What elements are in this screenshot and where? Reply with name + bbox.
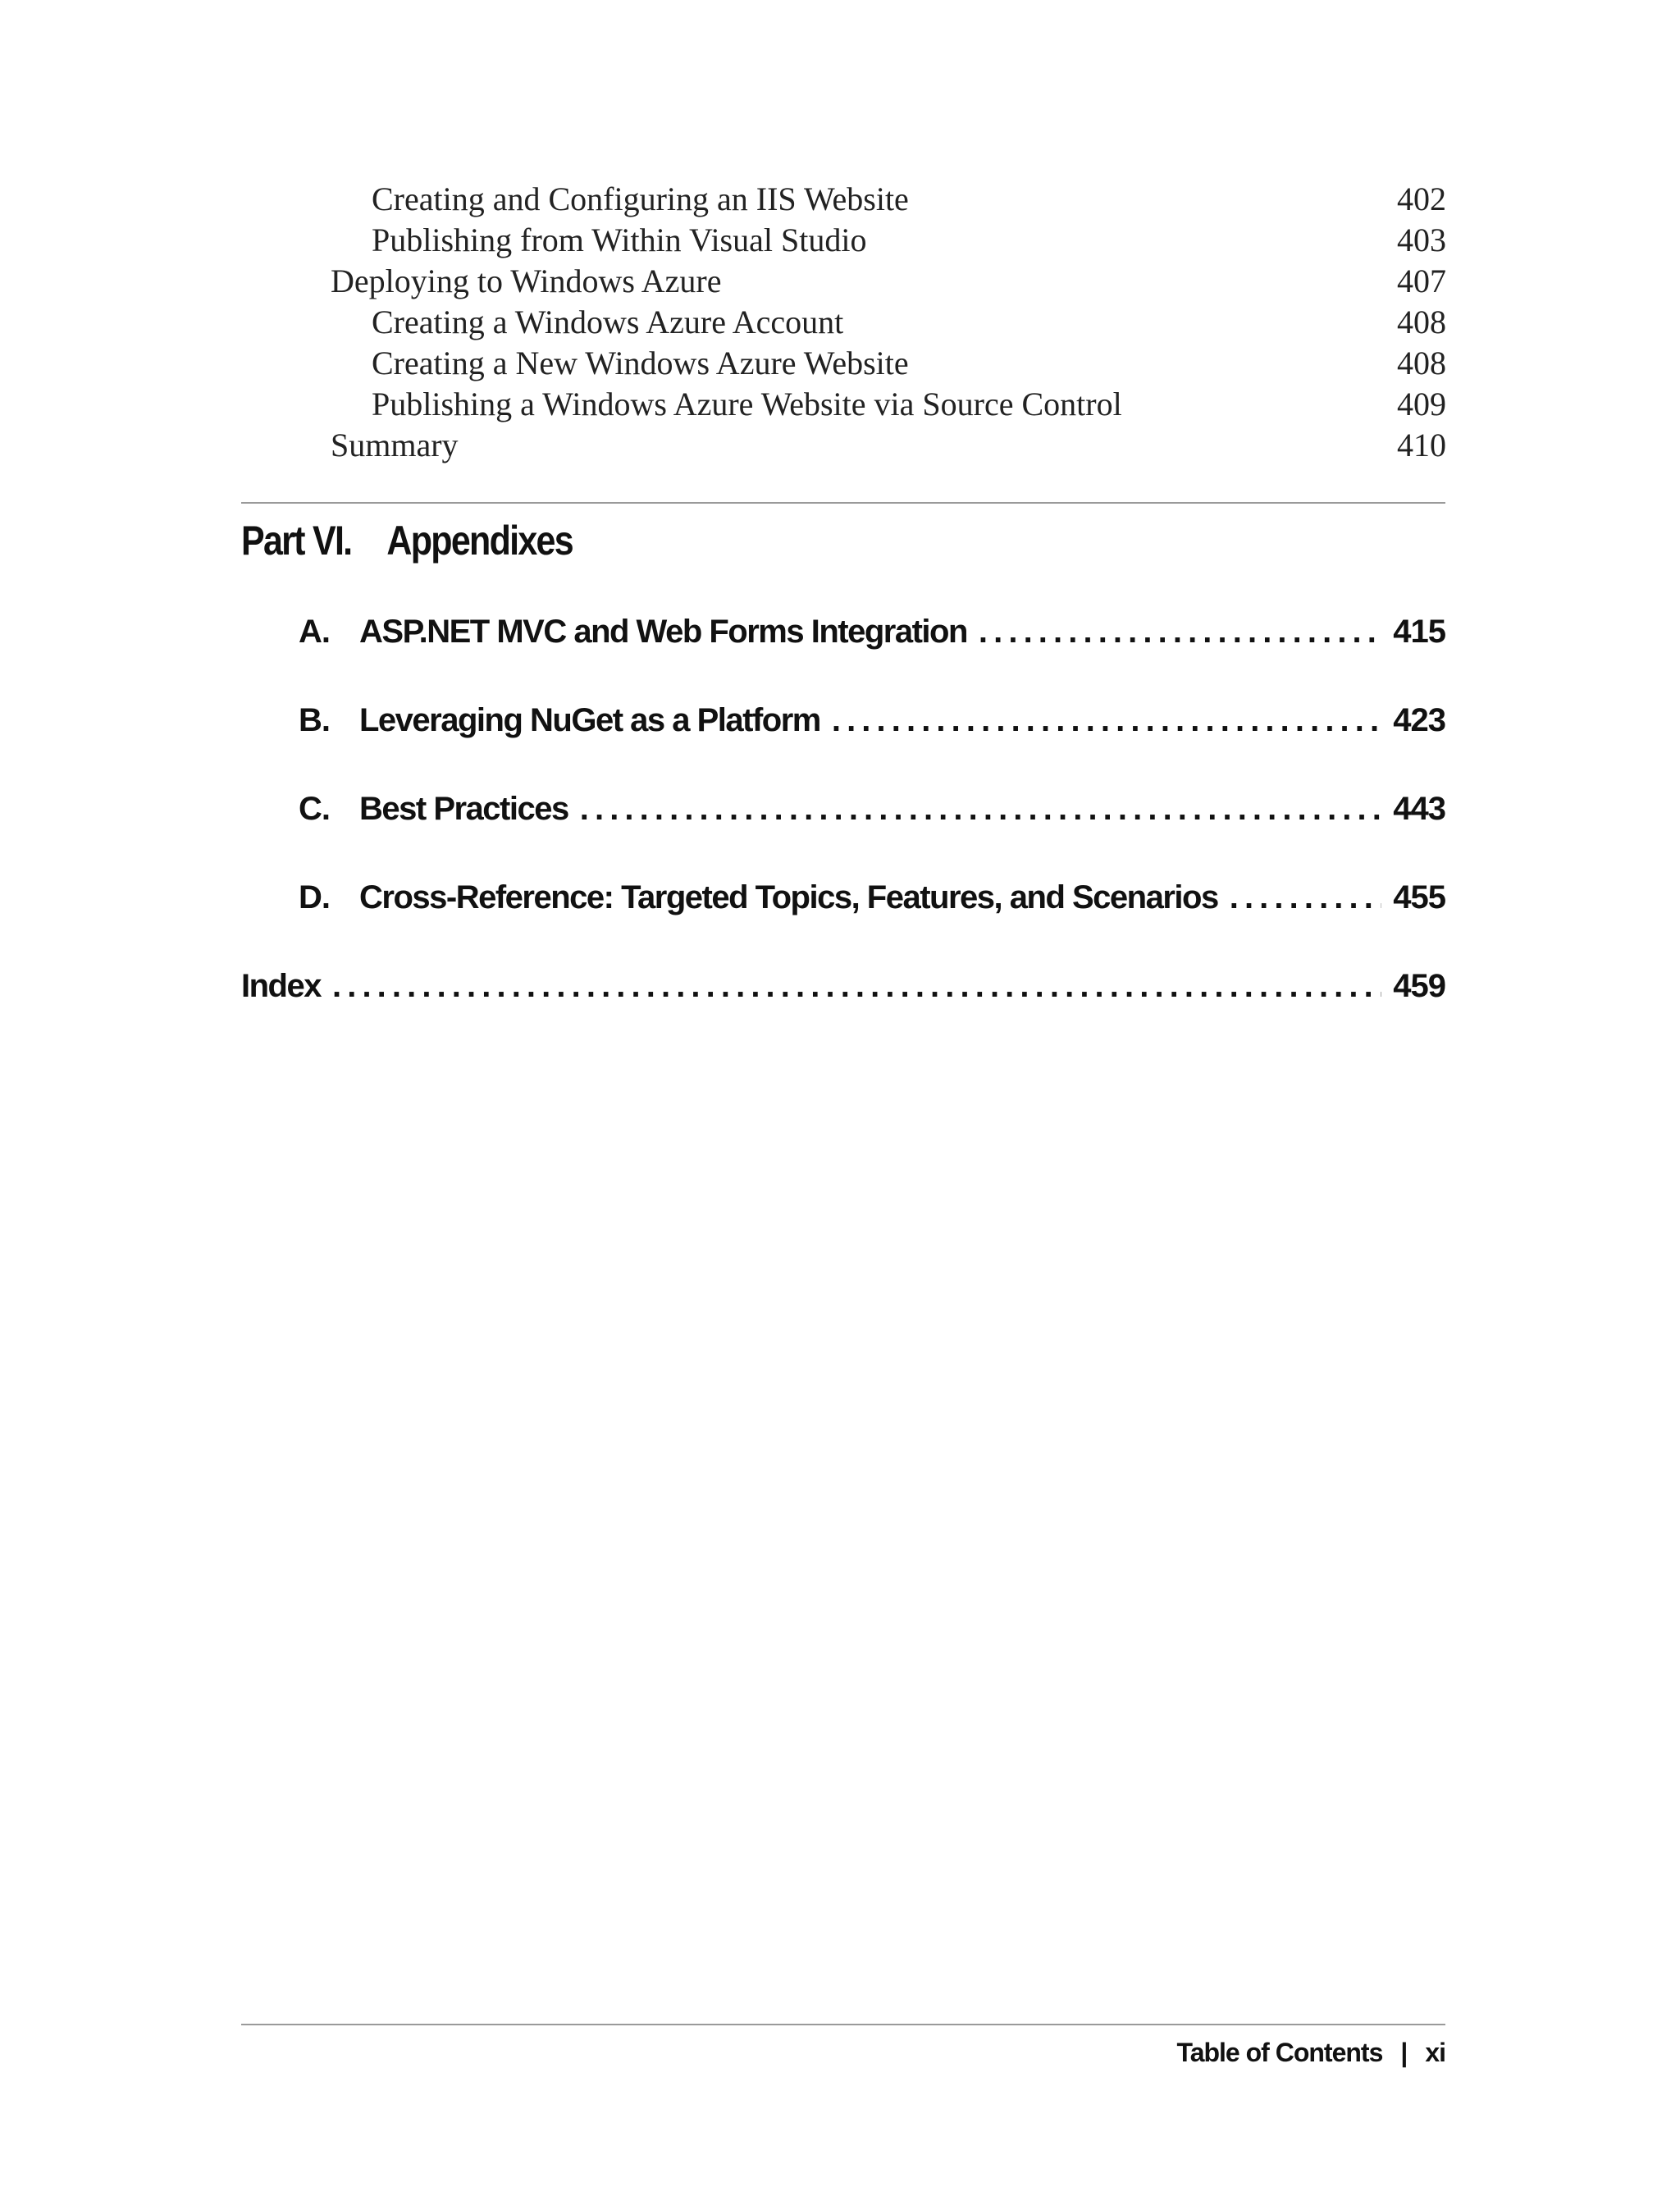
dot-leader <box>1230 879 1382 916</box>
dot-leader <box>832 702 1381 739</box>
toc-entry[interactable] <box>331 425 1446 466</box>
dot-leader <box>979 614 1381 651</box>
footer-page-number: xi <box>1425 2038 1445 2067</box>
toc-entry[interactable] <box>331 261 1446 302</box>
appendix-title: Best Practices <box>359 791 568 827</box>
toc-entry-page: 402 <box>1397 180 1446 217</box>
index-page: 459 <box>1393 968 1445 1004</box>
section-divider <box>241 502 1445 504</box>
toc-entry-page: 403 <box>1397 221 1446 258</box>
toc-appendix-entry[interactable] <box>241 791 1445 835</box>
footer-separator: | <box>1400 2038 1408 2067</box>
part-label: Part VI. <box>241 518 352 564</box>
toc-entry-page: 408 <box>1397 304 1446 340</box>
toc-entry-title: Publishing from Within Visual Studio <box>372 221 867 258</box>
toc-entry-title: Deploying to Windows Azure <box>331 262 722 299</box>
appendix-letter: D. <box>299 879 330 915</box>
toc-chapter-entries <box>331 179 1446 466</box>
appendix-page: 443 <box>1393 791 1445 827</box>
toc-appendix-entry[interactable] <box>241 879 1445 924</box>
part-title: Appendixes <box>386 518 573 564</box>
appendix-title: ASP.NET MVC and Web Forms Integration <box>359 614 967 650</box>
toc-entry-title: Publishing a Windows Azure Website via Source Control <box>372 386 1122 422</box>
toc-entry-title: Creating a Windows Azure Account <box>372 304 844 340</box>
toc-entry-title: Creating a New Windows Azure Website <box>372 345 909 381</box>
appendix-letter: C. <box>299 791 330 827</box>
part-heading <box>241 517 573 564</box>
toc-entry[interactable] <box>331 343 1446 384</box>
page-footer <box>1177 2038 1445 2068</box>
appendix-title: Cross-Reference: Targeted Topics, Features, and Scenarios <box>359 879 1218 915</box>
appendix-letter: B. <box>299 702 330 738</box>
footer-section-title: Table of Contents <box>1176 2038 1383 2067</box>
toc-appendix-entry[interactable] <box>241 614 1445 658</box>
dot-leader <box>332 968 1381 1005</box>
footer-divider <box>241 2024 1445 2025</box>
appendix-title: Leveraging NuGet as a Platform <box>359 702 820 738</box>
toc-entry-page: 408 <box>1397 345 1446 381</box>
appendix-page: 455 <box>1393 879 1445 915</box>
toc-entry[interactable] <box>331 302 1446 343</box>
dot-leader <box>580 791 1382 828</box>
toc-index-entry[interactable] <box>241 968 1445 1012</box>
toc-entry[interactable] <box>331 179 1446 220</box>
appendix-page: 423 <box>1393 702 1445 738</box>
appendix-letter: A. <box>299 614 330 650</box>
toc-entry-page: 409 <box>1397 386 1446 422</box>
toc-entry-title: Summary <box>331 427 459 463</box>
toc-entry-title: Creating and Configuring an IIS Website <box>372 180 909 217</box>
index-title: Index <box>241 968 321 1004</box>
toc-entry[interactable] <box>331 220 1446 261</box>
toc-entry[interactable] <box>331 384 1446 425</box>
toc-entry-page: 410 <box>1397 427 1446 463</box>
appendix-page: 415 <box>1393 614 1445 650</box>
toc-entry-page: 407 <box>1397 262 1446 299</box>
toc-appendix-entries <box>241 614 1445 1057</box>
toc-appendix-entry[interactable] <box>241 702 1445 746</box>
